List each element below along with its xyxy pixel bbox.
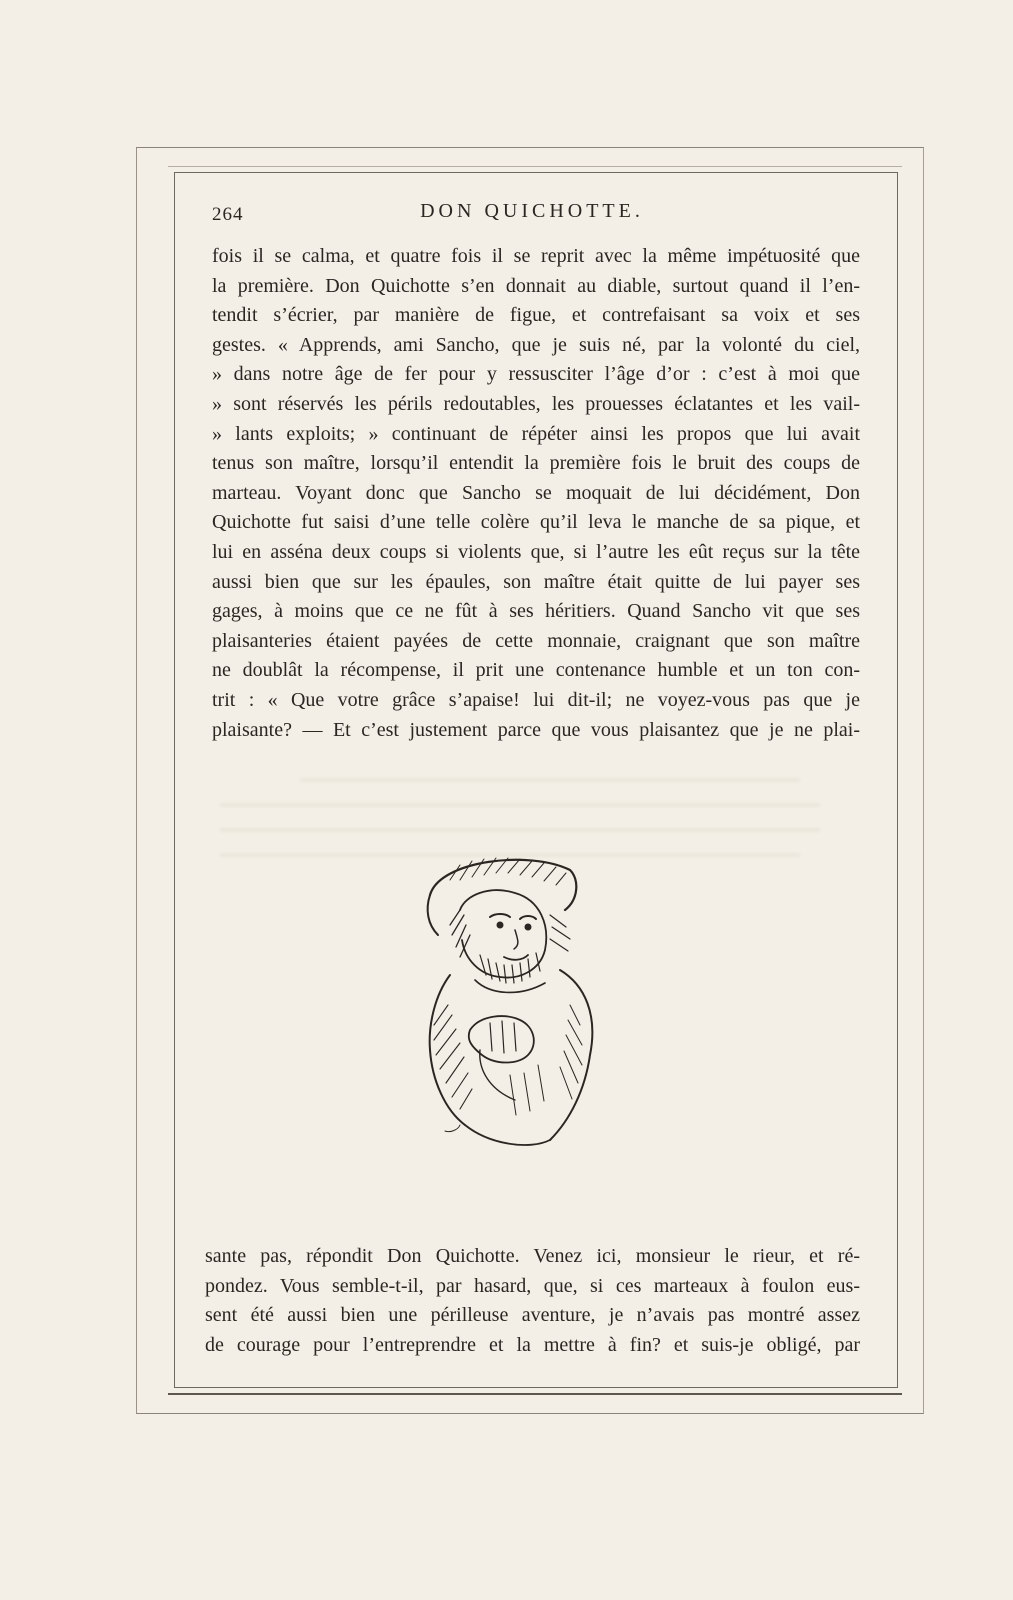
text-line: tenus son maître, lorsqu’il entendit la première fois le bruit des coups de [212,452,860,475]
text-line: plaisante? — Et c’est justement parce que vous plaisantez que je ne plai- [212,718,860,741]
text-line: pondez. Vous semble-t-il, par hasard, que, si ces marteaux à foulon eus- [205,1274,860,1297]
text-line: » lants exploits; » continuant de répéter ainsi les propos que lui avait [212,422,860,445]
text-line: gages, à moins que ce ne fût à ses héritiers. Quand Sancho vit que ses [212,600,860,623]
text-line: plaisanteries étaient payées de cette monnaie, craignant que son maître [212,629,860,652]
text-line: » sont réservés les périls redoutables, les prouesses éclatantes et les vail- [212,392,860,415]
text-line: » dans notre âge de fer pour y ressusciter l’âge d’or : c’est à moi que [212,363,860,386]
text-line: ne doublât la récompense, il prit une contenance humble et un ton con- [212,659,860,682]
body-text-top [212,242,860,745]
page-number: 264 [212,204,244,225]
text-line: sent été aussi bien une périlleuse aventure, je n’avais pas montré assez [205,1304,860,1327]
body-text-bottom [205,1242,860,1360]
text-line: la première. Don Quichotte s’en donnait au diable, surtout quand il l’en- [212,274,860,297]
text-line: Quichotte fut saisi d’une telle colère qu’il leva le manche de sa pique, et [212,511,860,534]
page-header [212,200,852,234]
running-title: DON QUICHOTTE. [420,200,644,222]
text-line: fois il se calma, et quatre fois il se reprit avec la même impétuosité que [212,245,860,267]
text-line: gestes. « Apprends, ami Sancho, que je suis né, par la volonté du ciel, [212,333,860,356]
show-through-bleed [200,770,850,860]
engraving-sancho-panza-icon [420,855,595,1160]
text-line: lui en asséna deux coups si violents que, si l’autre les eût reçus sur la tête [212,540,860,563]
text-line: tendit s’écrier, par manière de figue, et contrefaisant sa voix et ses [212,304,860,327]
text-line: marteau. Voyant donc que Sancho se moquait de lui décidément, Don [212,481,860,504]
text-line: de courage pour l’entreprendre et la mettre à fin? et suis-je obligé, par [205,1333,860,1356]
text-line: sante pas, répondit Don Quichotte. Venez ici, monsieur le rieur, et ré- [205,1245,860,1267]
text-line: trit : « Que votre grâce s’apaise! lui dit-il; ne voyez-vous pas que je [212,688,860,711]
text-line: aussi bien que sur les épaules, son maître était quitte de lui payer ses [212,570,860,593]
